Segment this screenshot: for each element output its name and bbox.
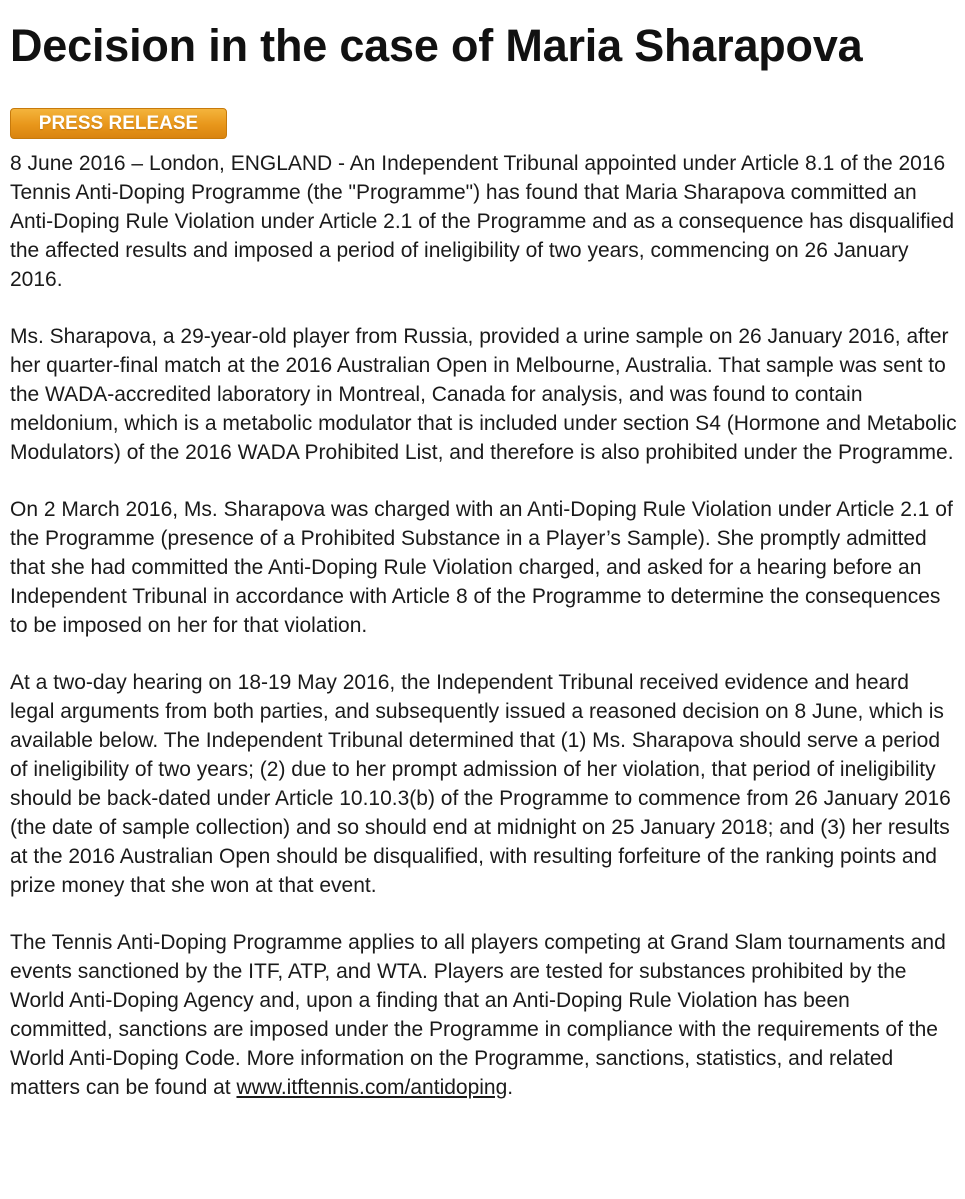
paragraph-5-text: The Tennis Anti-Doping Programme applies to all players competing at Grand Slam tournaments and events sanctioned by the ITF, ATP, and WTA. Players are tested for substances prohibited by the World Anti-Doping Agency and, upon a finding that an Anti-Doping Rule Violation has been committed, sanctions are imposed under the Programme in compliance with the requirements of the World Anti-Doping Code. More information on the Programme, sanctions, statistics, and related matters can be found at xyxy=(10,931,946,1099)
press-release-page xyxy=(10,0,958,1130)
paragraph-5-trailing: . xyxy=(507,1076,514,1099)
page-title: Decision in the case of Maria Sharapova xyxy=(10,20,863,71)
paragraph-4: At a two-day hearing on 18-19 May 2016, the Independent Tribunal received evidence and heard legal arguments from both parties, and subsequently issued a reasoned decision on 8 June, which is available below. The Independent Tribunal determined that (1) Ms. Sharapova should serve a period of ineligibility of two years; (2) due to her prompt admission of her violation, that period of ineligibility should be back-dated under Article 10.10.3(b) of the Programme to commence from 26 January 2016 (the date of sample collection) and so should end at midnight on 25 January 2018; and (3) her results at the 2016 Australian Open should be disqualified, with resulting forfeiture of the ranking points and prize money that she won at that event. xyxy=(10,671,951,897)
paragraph-3: On 2 March 2016, Ms. Sharapova was charged with an Anti-Doping Rule Violation under Article 2.1 of the Programme (presence of a Prohibited Substance in a Player’s Sample). She promptly admitted that she had committed the Anti-Doping Rule Violation charged, and asked for a hearing before an Independent Tribunal in accordance with Article 8 of the Programme to determine the consequences to be imposed on her for that violation. xyxy=(10,498,953,637)
paragraph-5 xyxy=(10,928,958,1102)
press-release-badge: PRESS RELEASE xyxy=(10,108,227,139)
paragraph-1: 8 June 2016 – London, ENGLAND - An Independent Tribunal appointed under Article 8.1 of the 2016 Tennis Anti-Doping Programme (the "Programme") has found that Maria Sharapova committed an Anti-Doping Rule Violation under Article 2.1 of the Programme and as a consequence has disqualified the affected results and imposed a period of ineligibility of two years, commencing on 26 January 2016. xyxy=(10,152,955,291)
antidoping-link[interactable]: www.itftennis.com/antidoping xyxy=(236,1076,508,1099)
paragraph-2: Ms. Sharapova, a 29-year-old player from Russia, provided a urine sample on 26 January 2016, after her quarter-final match at the 2016 Australian Open in Melbourne, Australia. That sample was sent to the WADA-accredited laboratory in Montreal, Canada for analysis, and was found to contain meldonium, which is a metabolic modulator that is included under section S4 (Hormone and Metabolic Modulators) of the 2016 WADA Prohibited List, and therefore is also prohibited under the Programme. xyxy=(10,325,957,464)
press-release-body xyxy=(10,149,958,1102)
